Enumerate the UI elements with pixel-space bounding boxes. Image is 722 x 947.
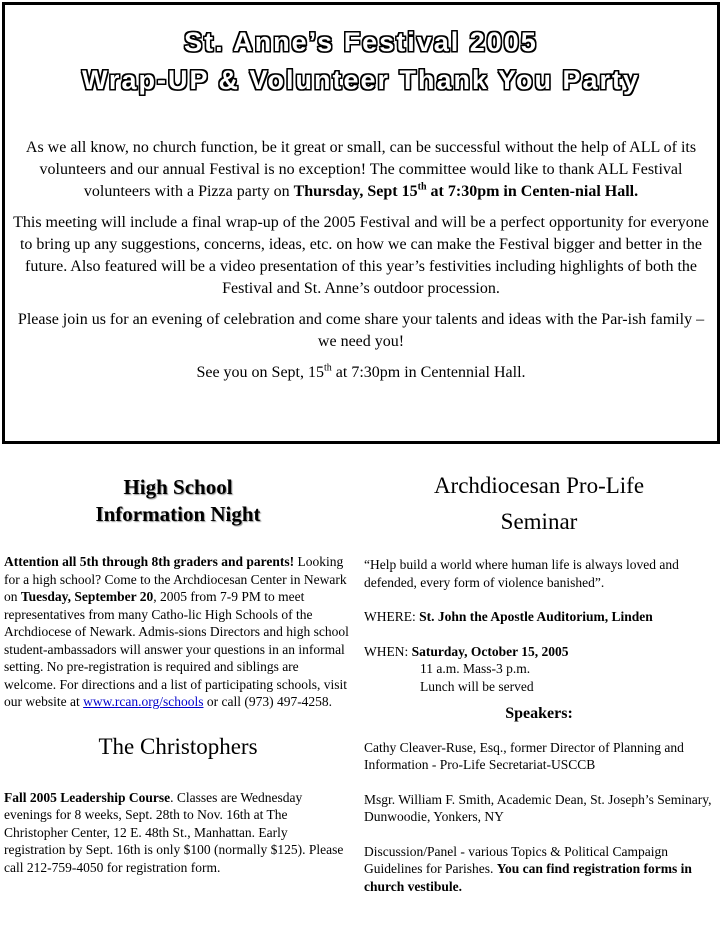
- festival-subtitle: Wrap-UP & Volunteer Thank You Party: [81, 65, 641, 95]
- prolife-body: [364, 556, 714, 895]
- festival-paragraph-4: [9, 362, 713, 384]
- prolife-where: [364, 608, 714, 626]
- festival-announcement-box: [2, 2, 720, 444]
- left-column: [4, 474, 352, 876]
- festival-body: [9, 137, 713, 393]
- prolife-title-line2: Seminar: [500, 509, 578, 534]
- christophers-text: . Classes are Wednesday evenings for 8 weeks, Sept. 28th to Nov. 16th at The Christopher Center, 12 E. 48th St., Manhattan. Early registration by Sept. 16th is only $100 (normally $125). Please call 212-759-4050 for registration form.: [4, 789, 344, 875]
- speaker-1: Cathy Cleaver-Ruse, Esq., former Director of Planning and Information - Pro-Life Secretariat-USCCB: [364, 739, 684, 772]
- panel-text: Discussion/Panel - various Topics & Political Campaign Guidelines for Parishes.: [364, 843, 669, 876]
- right-column: [364, 468, 714, 895]
- christophers-body: [4, 789, 352, 877]
- prolife-panel: [364, 843, 714, 896]
- hs-night-date: Tuesday, September 20: [20, 589, 154, 604]
- when-value: Saturday, October 15, 2005: [411, 643, 569, 659]
- p1-date-a: Thursday, Sept 15: [293, 183, 418, 200]
- festival-paragraph-1: [9, 137, 713, 203]
- p4-b: at 7:30pm in Centennial Hall.: [331, 364, 526, 381]
- where-value: St. John the Apostle Auditorium, Linden: [419, 609, 653, 624]
- christophers-lead: Fall 2005 Leadership Course: [4, 789, 171, 805]
- speaker-2: Msgr. William F. Smith, Academic Dean, St. Joseph’s Seminary, Dunwoodie, Yonkers, NY: [364, 791, 712, 824]
- festival-title: St. Anne’s Festival 2005: [184, 27, 538, 57]
- hs-night-text2: , 2005 from 7-9 PM to meet representatives from many Catho-lic High Schools of the Archdiocese of Newark. Admis-sions Directors and high school student-ambassadors will answer your questions in an informal setting. No pre-registration is required and siblings are welcome. For directions and a list of participating schools, visit our website at: [4, 589, 349, 709]
- hs-night-title-line2: Information Night: [95, 502, 261, 526]
- panel-registration: You can find registration forms in church vestibule.: [364, 861, 692, 894]
- p4-a: See you on Sept, 15: [196, 364, 324, 381]
- p4-sup: th: [324, 362, 332, 374]
- p1-sup: th: [417, 181, 427, 193]
- hs-night-body: [4, 553, 352, 711]
- festival-paragraph-3: Please join us for an evening of celebration and come share your talents and ideas with the Par-ish family – we need you!: [17, 311, 705, 350]
- festival-paragraph-2: This meeting will include a final wrap-up of the 2005 Festival and will be a perfect opportunity for everyone to bring up any suggestions, concerns, ideas, etc. on how we can make the Festival bigger and better in the future. Also featured will be a video presentation of this year’s festivities including highlights of both the Festival and St. Anne’s outdoor procession.: [13, 214, 709, 297]
- rcan-schools-link[interactable]: www.rcan.org/schools: [83, 694, 204, 709]
- speakers-heading: Speakers:: [505, 705, 573, 722]
- prolife-title: [364, 468, 714, 540]
- hs-night-title-line1: High School: [123, 475, 233, 499]
- when-lunch: Lunch will be served: [420, 678, 534, 694]
- christophers-title: The Christophers: [98, 733, 258, 759]
- where-label: WHERE:: [364, 609, 420, 624]
- when-label: WHEN:: [364, 643, 412, 659]
- prolife-when: [364, 643, 714, 661]
- prolife-title-line1: Archdiocesan Pro-Life: [433, 473, 645, 498]
- prolife-quote: “Help build a world where human life is always loved and defended, every form of violence banished”.: [364, 557, 679, 590]
- p1-date-b: at 7:30pm in Centen-nial Hall.: [426, 183, 639, 200]
- hs-night-text3: or call (973) 497-4258.: [203, 694, 333, 709]
- hs-night-lead: Attention all 5th through 8th graders and parents!: [4, 554, 295, 569]
- p1-date: [294, 183, 639, 200]
- when-time: 11 a.m. Mass-3 p.m.: [420, 661, 531, 676]
- hs-night-title: [4, 474, 352, 528]
- p1-text: As we all know, no church function, be it great or small, can be successful without the help of ALL of its volunteers and our annual Festival is no exception! The committee would like to thank ALL Festival volunteers with a Pizza party on: [25, 139, 697, 200]
- hs-night-text1: Looking for a high school? Come to the Archdiocesan Center in Newark on: [4, 554, 347, 604]
